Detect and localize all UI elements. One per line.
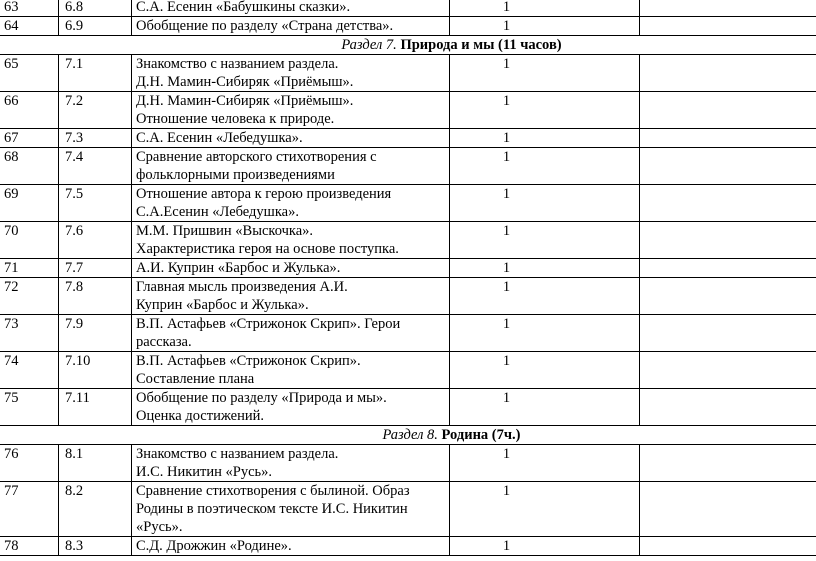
lesson-topic-line: Составление плана <box>136 371 255 387</box>
lesson-topic <box>132 482 450 537</box>
lesson-topic-line: С.А. Есенин «Бабушкины сказки». <box>136 0 351 15</box>
lesson-code: 7.4 <box>59 148 132 185</box>
lesson-number: 68 <box>0 148 59 185</box>
lesson-code: 7.11 <box>59 389 132 426</box>
table-row <box>0 129 816 148</box>
section-header <box>0 36 816 55</box>
lesson-topic-line: Отношение автора к герою произведения <box>136 186 392 202</box>
table-row <box>0 278 816 315</box>
lesson-number: 67 <box>0 129 59 148</box>
date-cell <box>640 537 816 556</box>
table-row <box>0 259 816 278</box>
lesson-topic-line: «Русь». <box>136 519 183 535</box>
date-cell <box>640 482 816 537</box>
lesson-hours: 1 <box>450 222 640 259</box>
lesson-code: 8.3 <box>59 537 132 556</box>
lesson-number: 78 <box>0 537 59 556</box>
lesson-number: 71 <box>0 259 59 278</box>
lesson-topic <box>132 278 450 315</box>
lesson-topic-line: Сравнение авторского стихотворения с <box>136 149 377 165</box>
lesson-code: 7.2 <box>59 92 132 129</box>
lesson-hours: 1 <box>450 55 640 92</box>
lesson-number: 63 <box>0 0 59 17</box>
lesson-number: 69 <box>0 185 59 222</box>
section-number: Раздел 8. <box>382 427 438 443</box>
table-row <box>0 445 816 482</box>
lesson-code: 8.1 <box>59 445 132 482</box>
lesson-hours: 1 <box>450 185 640 222</box>
date-cell <box>640 185 816 222</box>
lesson-topic-line: Оценка достижений. <box>136 408 265 424</box>
lesson-code: 7.1 <box>59 55 132 92</box>
date-cell <box>640 148 816 185</box>
lesson-topic <box>132 148 450 185</box>
lesson-topic <box>132 17 450 36</box>
date-cell <box>640 259 816 278</box>
lesson-topic-line: А.И. Куприн «Барбос и Жулька». <box>136 260 341 276</box>
lesson-topic <box>132 129 450 148</box>
table-row <box>0 55 816 92</box>
date-cell <box>640 129 816 148</box>
lesson-hours: 1 <box>450 259 640 278</box>
lesson-topic-line: С.А. Есенин «Лебедушка». <box>136 130 303 146</box>
lesson-topic-line: С.Д. Дрожжин «Родине». <box>136 538 292 554</box>
lesson-number: 72 <box>0 278 59 315</box>
lesson-number: 74 <box>0 352 59 389</box>
lesson-number: 73 <box>0 315 59 352</box>
lesson-hours: 1 <box>450 129 640 148</box>
date-cell <box>640 445 816 482</box>
date-cell <box>640 352 816 389</box>
table-row <box>0 185 816 222</box>
lesson-code: 7.3 <box>59 129 132 148</box>
lesson-topic-line: Знакомство с названием раздела. <box>136 56 339 72</box>
date-cell <box>640 315 816 352</box>
lesson-topic-line: Характеристика героя на основе поступка. <box>136 241 399 257</box>
lesson-topic-line: И.С. Никитин «Русь». <box>136 464 273 480</box>
lesson-hours: 1 <box>450 482 640 537</box>
lesson-topic-line: фольклорными произведениями <box>136 167 335 183</box>
lesson-topic <box>132 185 450 222</box>
lesson-topic-line: М.М. Пришвин «Выскочка». <box>136 223 314 239</box>
lesson-topic <box>132 222 450 259</box>
section-number: Раздел 7. <box>341 37 397 53</box>
lesson-topic-line: Родины в поэтическом тексте И.С. Никитин <box>136 501 408 517</box>
date-cell <box>640 55 816 92</box>
lesson-hours: 1 <box>450 17 640 36</box>
lesson-code: 7.6 <box>59 222 132 259</box>
lesson-number: 66 <box>0 92 59 129</box>
lesson-hours: 1 <box>450 389 640 426</box>
lesson-topic-line: Сравнение стихотворения с былиной. Образ <box>136 483 410 499</box>
lesson-topic <box>132 0 450 17</box>
lesson-topic <box>132 92 450 129</box>
lesson-hours: 1 <box>450 278 640 315</box>
table-row <box>0 352 816 389</box>
lesson-code: 6.8 <box>59 0 132 17</box>
lesson-code: 7.10 <box>59 352 132 389</box>
lesson-hours: 1 <box>450 445 640 482</box>
lesson-topic-line: Отношение человека к природе. <box>136 111 335 127</box>
table-row <box>0 537 816 556</box>
lesson-hours: 1 <box>450 352 640 389</box>
lesson-topic <box>132 445 450 482</box>
lesson-number: 64 <box>0 17 59 36</box>
lesson-topic <box>132 259 450 278</box>
date-cell <box>640 17 816 36</box>
lesson-topic-line: Знакомство с названием раздела. <box>136 446 339 462</box>
lesson-topic-line: С.А.Есенин «Лебедушка». <box>136 204 299 220</box>
lesson-topic <box>132 315 450 352</box>
date-cell <box>640 389 816 426</box>
table-row <box>0 148 816 185</box>
table-row <box>0 482 816 537</box>
lesson-topic-line: Обобщение по разделу «Страна детства». <box>136 18 394 34</box>
table-row <box>0 315 816 352</box>
section-header-row <box>0 426 816 445</box>
lesson-topic-line: Д.Н. Мамин-Сибиряк «Приёмыш». <box>136 93 354 109</box>
lesson-number: 77 <box>0 482 59 537</box>
lesson-code: 7.7 <box>59 259 132 278</box>
table-row <box>0 17 816 36</box>
lesson-hours: 1 <box>450 148 640 185</box>
lesson-code: 6.9 <box>59 17 132 36</box>
lesson-topic-line: рассказа. <box>136 334 192 350</box>
lesson-topic-line: Обобщение по разделу «Природа и мы». <box>136 390 387 406</box>
section-header-row <box>0 36 816 55</box>
lesson-topic <box>132 352 450 389</box>
lesson-topic-line: В.П. Астафьев «Стрижонок Скрип». <box>136 353 361 369</box>
table-row <box>0 389 816 426</box>
table-row <box>0 222 816 259</box>
lesson-hours: 1 <box>450 92 640 129</box>
date-cell <box>640 278 816 315</box>
lesson-number: 65 <box>0 55 59 92</box>
lesson-hours: 1 <box>450 537 640 556</box>
date-cell <box>640 222 816 259</box>
lesson-code: 7.9 <box>59 315 132 352</box>
lesson-number: 76 <box>0 445 59 482</box>
lesson-topic-line: В.П. Астафьев «Стрижонок Скрип». Герои <box>136 316 401 332</box>
table-row <box>0 0 816 17</box>
lesson-hours: 1 <box>450 315 640 352</box>
lesson-code: 7.5 <box>59 185 132 222</box>
lesson-topic <box>132 537 450 556</box>
lesson-code: 7.8 <box>59 278 132 315</box>
lesson-hours: 1 <box>450 0 640 17</box>
lesson-topic <box>132 389 450 426</box>
lesson-code: 8.2 <box>59 482 132 537</box>
lesson-topic-line: Д.Н. Мамин-Сибиряк «Приёмыш». <box>136 74 354 90</box>
lesson-topic-line: Главная мысль произведения А.И. <box>136 279 348 295</box>
section-title: Родина (7ч.) <box>441 427 521 443</box>
section-title: Природа и мы (11 часов) <box>400 37 562 53</box>
lesson-topic <box>132 55 450 92</box>
lesson-number: 70 <box>0 222 59 259</box>
section-header <box>0 426 816 445</box>
lesson-topic-line: Куприн «Барбос и Жулька». <box>136 297 309 313</box>
date-cell <box>640 92 816 129</box>
date-cell <box>640 0 816 17</box>
table-row <box>0 92 816 129</box>
lesson-number: 75 <box>0 389 59 426</box>
